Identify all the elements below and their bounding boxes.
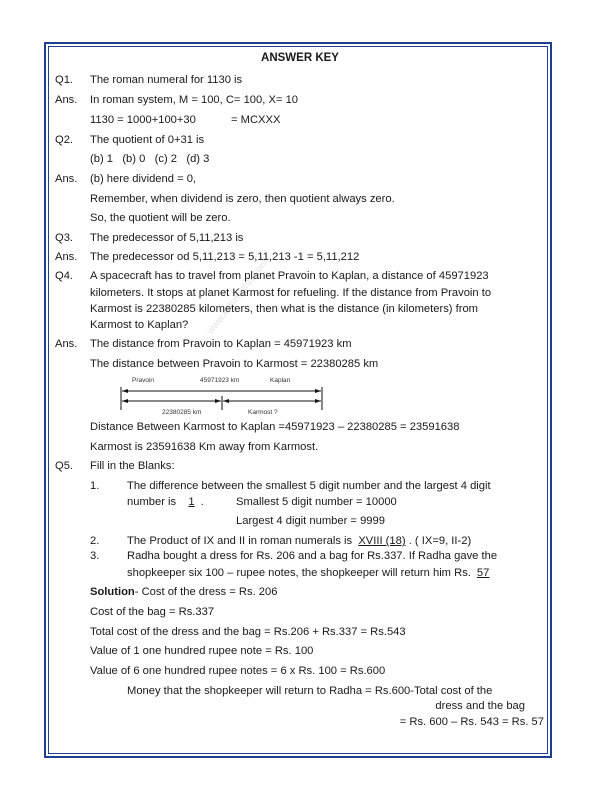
solution-line5: Value of 6 one hundred rupee notes = 6 x Rs. 100 = Rs.600 <box>90 665 386 677</box>
diagram-part1-label: 22380285 km <box>162 409 202 416</box>
q3-label: Q3. <box>55 232 74 244</box>
diagram-part2-label: Karmost ? <box>248 409 278 416</box>
q2-options: (b) 1 (b) 0 (c) 2 (d) 3 <box>90 153 210 165</box>
solution-line2: Cost of the bag = Rs.337 <box>90 606 215 618</box>
q1-ans-label: Ans. <box>55 94 78 106</box>
q5-label: Q5. <box>55 460 74 472</box>
q3-ans-line1: The predecessor od 5,11,213 = 5,11,213 -1 = 5,11,212 <box>90 251 360 263</box>
q5-item3-answer: 57 <box>476 567 490 579</box>
q5-item1-largest: Largest 4 digit number = 9999 <box>236 515 385 527</box>
page-title: ANSWER KEY <box>261 52 339 64</box>
q4-line1: A spacecraft has to travel from planet Pravoin to Kaplan, a distance of 45971923 <box>90 270 489 282</box>
q4-line3: Karmost is 22380285 kilometers, then what is the distance (in kilometers) from <box>90 303 479 315</box>
solution-line6: Money that the shopkeeper will return to Radha = Rs.600-Total cost of the <box>127 685 493 697</box>
q5-item1-smallest: Smallest 5 digit number = 10000 <box>236 496 397 508</box>
solution-text: - Cost of the dress = Rs. 206 <box>134 586 278 598</box>
q5-item2-line <box>127 534 471 548</box>
q4-line2: kilometers. It stops at planet Karmost for refueling. If the distance from Pravoin to <box>90 287 492 299</box>
solution-line8: = Rs. 600 – Rs. 543 = Rs. 57 <box>399 716 544 728</box>
q2-label: Q2. <box>55 134 74 146</box>
q1-text: The roman numeral for 1130 is <box>90 74 243 86</box>
distance-diagram <box>118 376 328 420</box>
q5-item1-suffix: . <box>200 496 204 508</box>
q4-ans-line4: Karmost is 23591638 Km away from Karmost. <box>90 441 319 453</box>
q4-ans-line2: The distance between Pravoin to Karmost = 22380285 km <box>90 358 379 370</box>
q5-item2-prefix: The Product of IX and II in roman numerals is <box>127 535 353 547</box>
diagram-kaplan-label: Kaplan <box>270 377 291 384</box>
q4-ans-label: Ans. <box>55 338 78 350</box>
q1-ans-line2a: 1130 = 1000+100+30 <box>90 114 196 126</box>
solution-label: Solution <box>90 586 135 598</box>
q5-item3-line2 <box>127 566 515 580</box>
q4-label: Q4. <box>55 270 74 282</box>
solution-line4: Value of 1 one hundred rupee note = Rs. 100 <box>90 645 314 657</box>
q3-ans-label: Ans. <box>55 251 78 263</box>
q5-item3-prefix: shopkeeper six 100 – rupee notes, the shopkeeper will return him Rs. <box>127 567 471 579</box>
q2-text: The quotient of 0+31 is <box>90 134 205 146</box>
q2-ans-line3: So, the quotient will be zero. <box>90 212 231 224</box>
diagram-pravoin-label: Pravoin <box>132 377 155 384</box>
q5-item3-line1: Radha bought a dress for Rs. 206 and a bag for Rs.337. If Radha gave the <box>127 550 498 562</box>
q3-text: The predecessor of 5,11,213 is <box>90 232 244 244</box>
q5-item1-prefix: number is <box>127 496 177 508</box>
q5-item3-num: 3. <box>90 550 100 562</box>
q1-ans-line2b: = MCXXX <box>231 114 281 126</box>
q1-label: Q1. <box>55 74 74 86</box>
q4-line4: Karmost to Kaplan? <box>90 319 189 331</box>
q2-ans-line1: (b) here dividend = 0, <box>90 173 197 185</box>
q5-item2-suffix: . ( IX=9, II-2) <box>408 535 472 547</box>
q5-text: Fill in the Blanks: <box>90 460 175 472</box>
solution-line7: dress and the bag <box>435 700 525 712</box>
q5-item1-line1: The difference between the smallest 5 digit number and the largest 4 digit <box>127 480 491 492</box>
watermark: www.kidsmathtv.com <box>205 257 271 337</box>
q5-item1-line2 <box>127 495 204 509</box>
q5-item1-num: 1. <box>90 480 100 492</box>
q2-ans-label: Ans. <box>55 173 78 185</box>
q5-item2-answer: XVIII (18) <box>358 535 406 547</box>
diagram-total-label: 45971923 km <box>200 377 240 384</box>
q5-item2-num: 2. <box>90 535 100 547</box>
pravoin-karmost-arrow <box>122 399 221 403</box>
karmost-kaplan-arrow <box>223 399 321 403</box>
q4-ans-line1: The distance from Pravoin to Kaplan = 45971923 km <box>90 338 352 350</box>
total-distance-arrow <box>122 389 321 393</box>
q2-ans-line2: Remember, when dividend is zero, then quotient always zero. <box>90 193 395 205</box>
solution-line1 <box>90 585 277 599</box>
q4-ans-line3: Distance Between Karmost to Kaplan =45971923 – 22380285 = 23591638 <box>90 421 460 433</box>
solution-line3: Total cost of the dress and the bag = Rs.206 + Rs.337 = Rs.543 <box>90 626 406 638</box>
q5-item1-answer: 1 <box>188 496 195 508</box>
q1-ans-line1: In roman system, M = 100, C= 100, X= 10 <box>90 94 299 106</box>
